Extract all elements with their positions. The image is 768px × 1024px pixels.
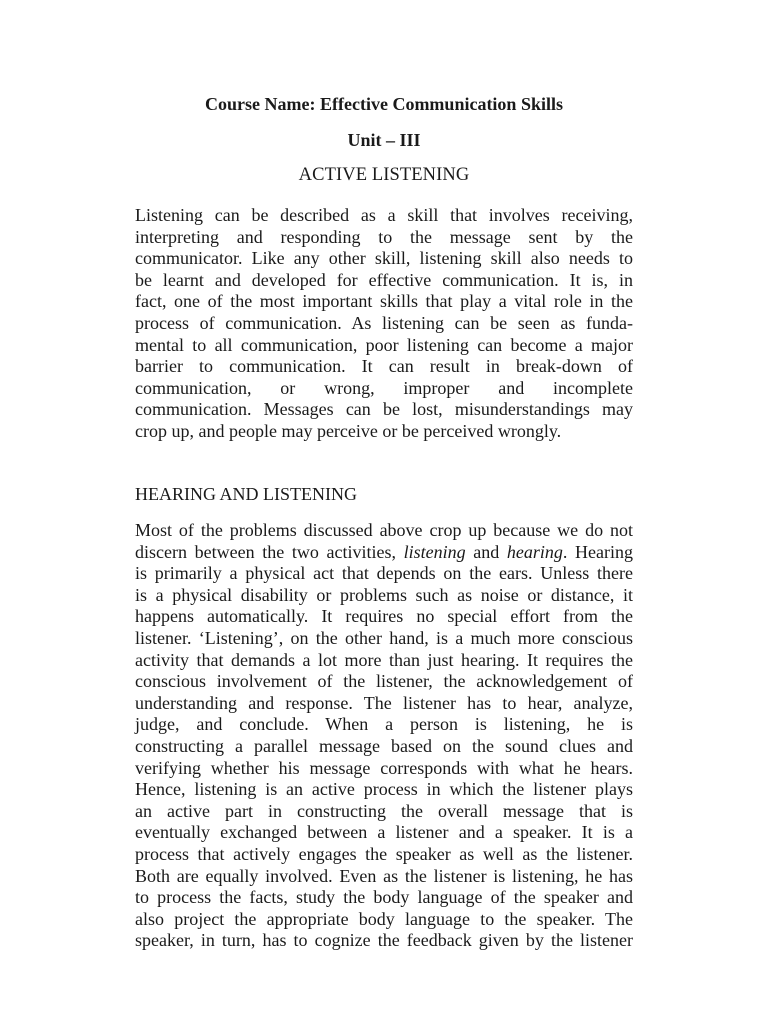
paragraph-line: process that actively engages the speaker as well as the listener. bbox=[135, 843, 633, 864]
paragraph-line: communication. Messages can be lost, misunderstandings may bbox=[135, 399, 633, 420]
paragraph-hearing-and-listening bbox=[135, 520, 633, 952]
paragraph-active-listening bbox=[135, 205, 633, 443]
unit-label: Unit – III bbox=[347, 130, 421, 150]
paragraph-line: conscious involvement of the listener, the acknowledgement of bbox=[135, 671, 633, 692]
paragraph-line: to process the facts, study the body language of the speaker and bbox=[135, 887, 633, 908]
section-heading-hearing-and-listening: HEARING AND LISTENING bbox=[135, 484, 357, 504]
paragraph-line: process of communication. As listening can be seen as funda- bbox=[135, 312, 633, 333]
paragraph-line: communicator. Like any other skill, listening skill also needs to bbox=[135, 248, 633, 269]
paragraph-line: is a physical disability or problems such as noise or distance, it bbox=[135, 584, 633, 605]
paragraph-line: an active part in constructing the overall message that is bbox=[135, 800, 633, 821]
paragraph-line: be learnt and developed for effective communication. It is, in bbox=[135, 269, 633, 290]
paragraph-line: communication, or wrong, improper and incomplete bbox=[135, 377, 633, 398]
paragraph-line: also project the appropriate body language to the speaker. The bbox=[135, 908, 633, 929]
paragraph-line: Both are equally involved. Even as the listener is listening, he has bbox=[135, 865, 633, 886]
emphasis-hearing: hearing bbox=[506, 541, 563, 562]
paragraph-line: Listening can be described as a skill that involves receiving, bbox=[135, 205, 633, 225]
paragraph-line: interpreting and responding to the message sent by the bbox=[135, 226, 633, 247]
paragraph-line: Most of the problems discussed above crop up because we do not bbox=[135, 520, 633, 540]
paragraph-line: speaker, in turn, has to cognize the feedback given by the listener bbox=[135, 930, 633, 951]
paragraph-line: listener. ‘Listening’, on the other hand, is a much more conscious bbox=[135, 627, 633, 648]
section-heading-active-listening: ACTIVE LISTENING bbox=[298, 165, 470, 185]
line-text: and bbox=[465, 541, 507, 562]
paragraph-line: Hence, listening is an active process in which the listener plays bbox=[135, 779, 633, 800]
line-text: . Hearing bbox=[562, 541, 633, 562]
paragraph-line: mental to all communication, poor listening can become a major bbox=[135, 334, 633, 355]
paragraph-line: verifying whether his message corresponds with what he hears. bbox=[135, 757, 633, 778]
paragraph-line: constructing a parallel message based on the sound clues and bbox=[135, 735, 633, 756]
course-title: Course Name: Effective Communication Skills bbox=[205, 94, 563, 114]
paragraph-line: happens automatically. It requires no special effort from the bbox=[135, 606, 633, 627]
paragraph-line: eventually exchanged between a listener and a speaker. It is a bbox=[135, 822, 633, 843]
paragraph-line: is primarily a physical act that depends on the ears. Unless there bbox=[135, 563, 633, 584]
paragraph-line: activity that demands a lot more than just hearing. It requires the bbox=[135, 649, 633, 670]
paragraph-line: crop up, and people may perceive or be perceived wrongly. bbox=[135, 420, 562, 441]
line-text: discern between the two activities, bbox=[135, 541, 404, 562]
paragraph-line: judge, and conclude. When a person is listening, he is bbox=[135, 714, 633, 735]
paragraph-line bbox=[135, 542, 633, 564]
paragraph-line: fact, one of the most important skills that play a vital role in the bbox=[135, 291, 633, 312]
paragraph-line: barrier to communication. It can result in break-down of bbox=[135, 356, 633, 377]
emphasis-listening: listening bbox=[403, 541, 466, 562]
paragraph-line: understanding and response. The listener has to hear, analyze, bbox=[135, 692, 633, 713]
